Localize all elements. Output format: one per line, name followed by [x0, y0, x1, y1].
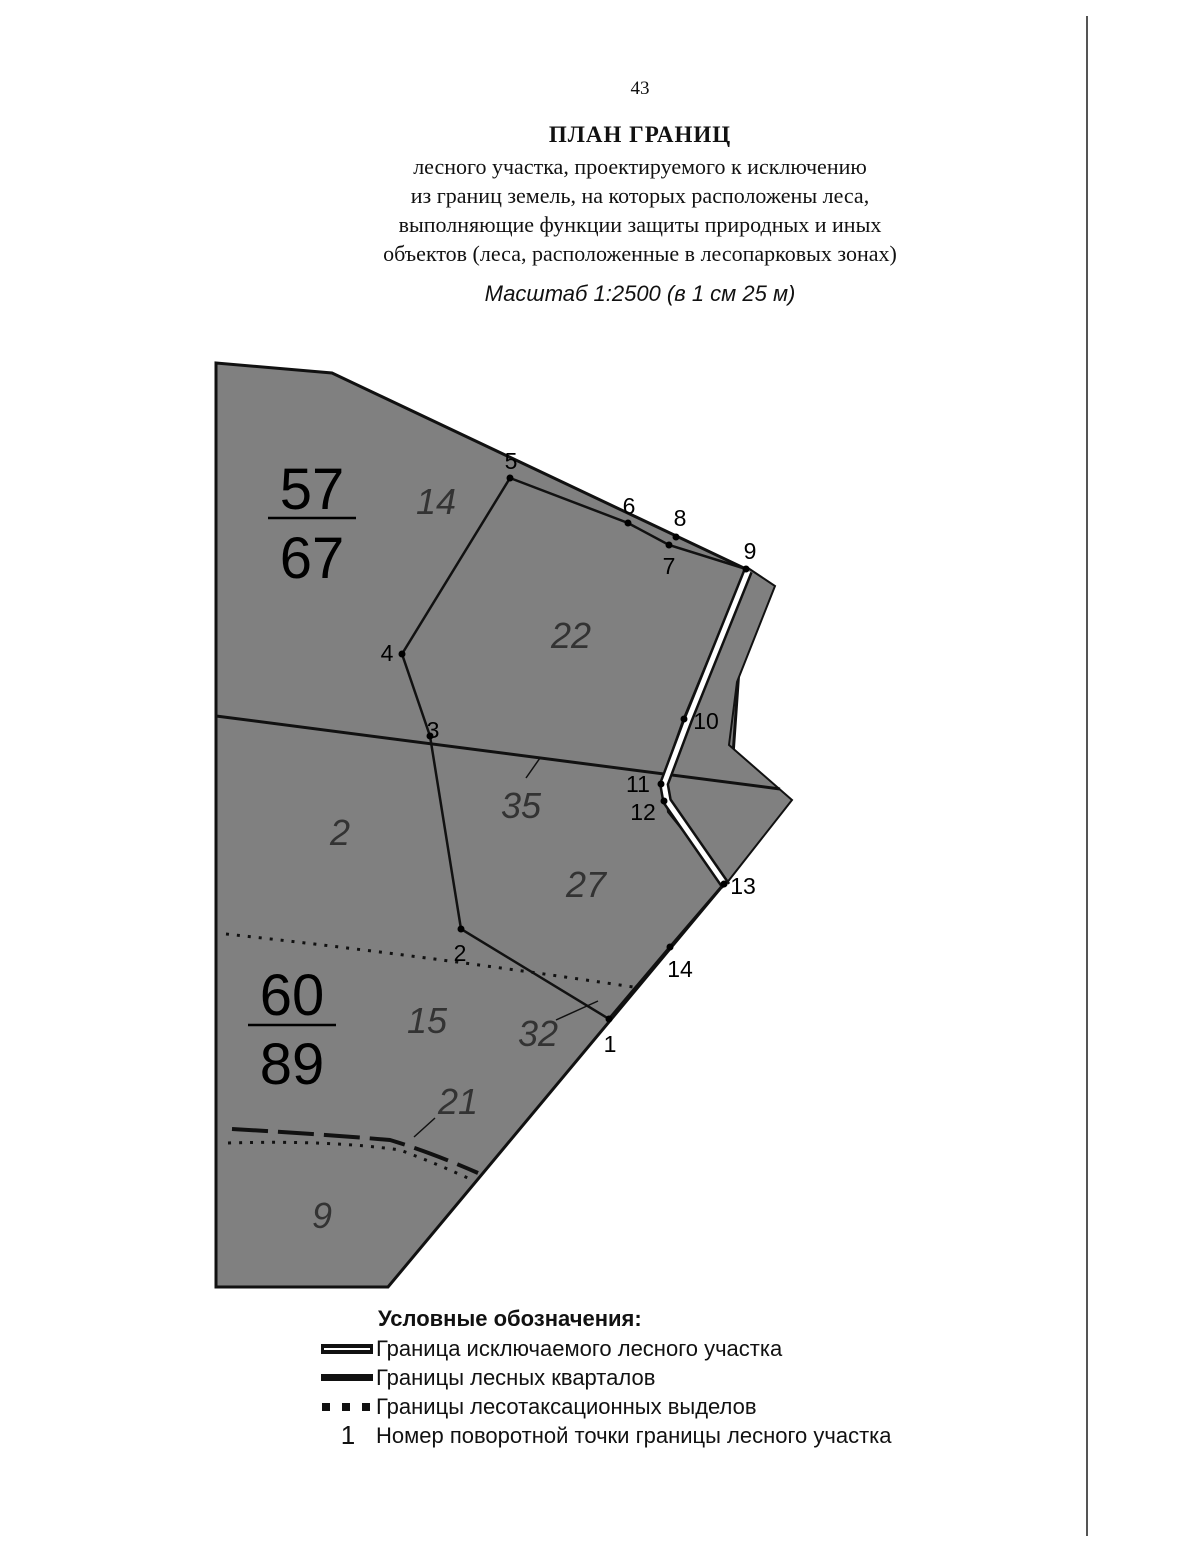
quarter-numerator: 60 — [259, 963, 325, 1028]
point-label: 3 — [426, 717, 440, 743]
subtitle-line-2: из границ земель, на которых расположены леса, — [410, 183, 870, 208]
allotment-label: 15 — [406, 1000, 448, 1041]
legend-item-excluded — [320, 1334, 892, 1363]
point-marker — [673, 534, 680, 541]
allotment-label: 35 — [500, 785, 542, 826]
allotment-label: 27 — [565, 864, 607, 905]
excluded-boundary-swatch — [320, 1334, 376, 1363]
point-label: 1 — [603, 1031, 617, 1057]
point-label: 2 — [453, 940, 467, 966]
point-label: 8 — [673, 505, 687, 531]
point-marker — [743, 566, 750, 573]
subtitle-line-1: лесного участка, проектируемого к исключению — [413, 154, 867, 179]
point-marker — [625, 520, 632, 527]
quarter-denominator: 89 — [259, 1032, 325, 1097]
allotment-label: 21 — [437, 1081, 479, 1122]
legend-item-points — [320, 1421, 892, 1450]
legend — [320, 1306, 892, 1450]
point-label: 5 — [504, 448, 518, 474]
quarter-denominator: 67 — [279, 526, 345, 591]
allotment-label: 22 — [550, 615, 592, 656]
point-label: 4 — [380, 640, 394, 666]
quarter-numerator: 57 — [279, 457, 345, 522]
subtitle-line-4: объектов (леса, расположенные в лесопарковых зонах) — [383, 241, 897, 266]
point-label: 13 — [730, 873, 756, 899]
point-label: 12 — [630, 799, 656, 825]
point-number-sample: 1 — [340, 1420, 356, 1450]
point-marker — [458, 926, 465, 933]
legend-item-quarters — [320, 1363, 892, 1392]
allotment-label: 32 — [517, 1013, 559, 1054]
legend-label: Границы лесных кварталов — [376, 1364, 656, 1390]
point-label: 10 — [693, 708, 719, 734]
point-label: 7 — [662, 553, 676, 579]
page-edge-line — [1086, 16, 1088, 1536]
subtitle-line-3: выполняющие функции защиты природных и иных — [398, 212, 882, 237]
point-label: 11 — [626, 771, 650, 797]
point-marker — [721, 881, 728, 888]
point-marker — [661, 798, 668, 805]
point-label: 6 — [622, 493, 636, 519]
point-label: 9 — [743, 538, 757, 564]
point-marker — [507, 475, 514, 482]
point-marker — [681, 716, 688, 723]
point-marker — [606, 1016, 613, 1023]
point-marker — [667, 944, 674, 951]
legend-title: Условные обозначения: — [378, 1306, 642, 1331]
page-title: ПЛАН ГРАНИЦ — [548, 122, 732, 147]
legend-label: Границы лесотаксационных выделов — [376, 1393, 757, 1419]
legend-label: Номер поворотной точки границы лесного участка — [376, 1422, 892, 1448]
allotment-label: 9 — [311, 1195, 333, 1236]
quarter-boundary-swatch — [320, 1363, 376, 1392]
point-marker — [658, 781, 665, 788]
scale-label: Масштаб 1:2500 (в 1 см 25 м) — [484, 281, 796, 306]
point-label: 14 — [667, 956, 693, 982]
allotment-label: 2 — [329, 812, 351, 853]
allotment-label: 14 — [415, 481, 457, 522]
point-marker — [399, 651, 406, 658]
legend-label: Граница исключаемого лесного участка — [376, 1335, 783, 1361]
page-number: 43 — [630, 78, 650, 99]
point-marker — [666, 542, 673, 549]
stand-boundary-swatch — [320, 1392, 376, 1421]
legend-item-stands — [320, 1392, 892, 1421]
